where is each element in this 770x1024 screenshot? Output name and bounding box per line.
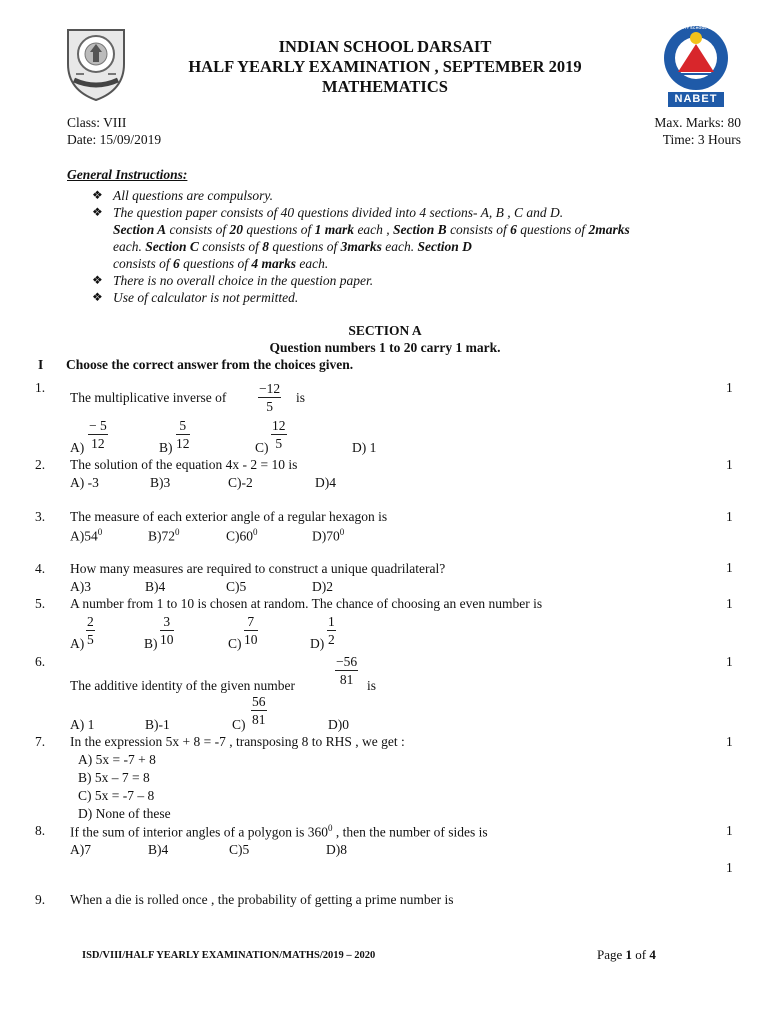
option-a: A) 1 <box>70 717 95 732</box>
bullet-icon: ❖ <box>92 273 103 287</box>
option-a: A) <box>70 440 85 455</box>
question-number: 1. <box>35 380 46 395</box>
seal-text: QUALITY SCHOOL GOVERNANCE <box>672 26 736 30</box>
option-b-fraction: $\frac{3}{10}$ <box>160 614 174 647</box>
question-text: The multiplicative inverse of <box>70 390 227 405</box>
instruction-2-detail-2: each. Section C consists of 8 questions of 3marks each. Section D <box>113 239 472 254</box>
option-d: D)0 <box>328 717 349 732</box>
option-d: D)4 <box>315 475 336 490</box>
marks: 1 <box>726 734 733 749</box>
question-text-end: is <box>367 678 377 693</box>
fraction: $\frac{-12}{5}$ <box>259 381 281 414</box>
section-direction: Choose the correct answer from the choices given. <box>66 357 354 372</box>
option-a-fraction: $\frac{- 5}{12}$ <box>89 418 107 451</box>
marks-extra: 1 <box>726 860 733 875</box>
fraction: $\frac{-56}{81}$ <box>336 654 358 687</box>
instruction-4: Use of calculator is not permitted. <box>113 290 299 305</box>
option-a: A) <box>70 636 85 651</box>
option-d: D) 1 <box>352 440 377 455</box>
option-c: C) 5x = -7 – 8 <box>78 788 155 803</box>
section-roman: I <box>38 357 44 372</box>
instruction-2-detail-3: consists of 6 questions of 4 marks each. <box>113 256 329 271</box>
marks: 1 <box>726 380 733 395</box>
option-a: A) 5x = -7 + 8 <box>78 752 156 767</box>
question-text: In the expression 5x + 8 = -7 , transposing 8 to RHS , we get : <box>70 734 405 749</box>
question-number: 9. <box>35 892 46 907</box>
question-number: 3. <box>35 509 46 524</box>
question-text: The measure of each exterior angle of a regular hexagon is <box>70 509 388 524</box>
option-a: A)3 <box>70 579 91 594</box>
option-c: C) <box>228 636 242 651</box>
option-b: B) 5x – 7 = 8 <box>78 770 150 785</box>
question-number: 4. <box>35 561 46 576</box>
question-text: When a die is rolled once , the probability of getting a prime number is <box>70 892 454 907</box>
question-text: A number from 1 to 10 is chosen at random. The chance of choosing an even number is <box>70 596 543 611</box>
instruction-1: All questions are compulsory. <box>113 188 273 203</box>
marks: 1 <box>726 560 733 575</box>
question-text-end: is <box>296 390 306 405</box>
option-b: B) <box>144 636 158 651</box>
marks: 1 <box>726 596 733 611</box>
question-number: 6. <box>35 654 46 669</box>
option-d-fraction: $\frac{1}{2}$ <box>328 614 335 647</box>
time-info: Time: 3 Hours <box>662 132 741 147</box>
option-c-fraction: $\frac{7}{10}$ <box>244 614 258 647</box>
section-subtitle: Question numbers 1 to 20 carry 1 mark. <box>269 340 501 355</box>
question-text: If the sum of interior angles of a polygon is $360^0$ , then the number of sides is <box>70 823 488 840</box>
section-title: SECTION A <box>348 323 422 338</box>
option-a: A) -3 <box>70 475 99 490</box>
option-c-fraction: $\frac{56}{81}$ <box>252 694 266 727</box>
instruction-2-detail-1: Section A consists of 20 questions of 1 mark each , Section B consists of 6 questions of 2marks <box>113 222 630 237</box>
option-c: $C)60^0$ <box>226 527 258 544</box>
question-number: 2. <box>35 457 46 472</box>
instructions-heading: General Instructions: <box>67 167 188 182</box>
instruction-2: The question paper consists of 40 questions divided into 4 sections- A, B , C and D. <box>113 205 564 220</box>
footer-code: ISD/VIII/HALF YEARLY EXAMINATION/MATHS/2019 – 2020 <box>82 950 376 961</box>
marks: 1 <box>726 823 733 838</box>
question-number: 5. <box>35 596 46 611</box>
option-d: D)2 <box>312 579 333 594</box>
option-b: $B)72^0$ <box>148 527 180 544</box>
page-number: Page 1 of 4 <box>597 947 656 962</box>
option-d: D)8 <box>326 842 347 857</box>
option-a: A)7 <box>70 842 91 857</box>
option-b-fraction: $\frac{5}{12}$ <box>176 418 190 451</box>
school-name: INDIAN SCHOOL DARSAIT <box>278 37 492 56</box>
nabet-label: NABET <box>674 93 718 105</box>
bullet-icon: ❖ <box>92 205 103 219</box>
marks: 1 <box>726 457 733 472</box>
question-number: 8. <box>35 823 46 838</box>
option-d: D) <box>310 636 325 651</box>
option-c: C) <box>232 717 246 732</box>
option-d: D) None of these <box>78 806 171 821</box>
option-b: B) <box>159 440 173 455</box>
exam-title: HALF YEARLY EXAMINATION , SEPTEMBER 2019 <box>188 57 582 76</box>
marks: 1 <box>726 654 733 669</box>
option-b: B)4 <box>148 842 169 857</box>
question-text: The additive identity of the given number <box>70 678 295 693</box>
date-info: Date: 15/09/2019 <box>67 132 162 147</box>
option-c: C) <box>255 440 269 455</box>
option-a-fraction: $\frac{2}{5}$ <box>87 614 94 647</box>
class-info: Class: VIII <box>67 115 127 130</box>
subject-title: MATHEMATICS <box>322 77 448 96</box>
option-d: $D)70^0$ <box>312 527 345 544</box>
option-c: C)5 <box>229 842 250 857</box>
question-text: The solution of the equation 4x - 2 = 10 is <box>70 457 298 472</box>
option-b: B)3 <box>150 475 171 490</box>
question-text: How many measures are required to construct a unique quadrilateral? <box>70 561 446 576</box>
max-marks: Max. Marks: 80 <box>654 115 741 130</box>
option-c: C)5 <box>226 579 247 594</box>
option-c: C)-2 <box>228 475 253 490</box>
bullet-icon: ❖ <box>92 290 103 304</box>
bullet-icon: ❖ <box>92 188 103 202</box>
option-b: B)-1 <box>145 717 170 732</box>
option-b: B)4 <box>145 579 166 594</box>
option-a: $A)54^0$ <box>70 527 103 544</box>
marks: 1 <box>726 509 733 524</box>
question-number: 7. <box>35 734 46 749</box>
option-c-fraction: $\frac{12}{5}$ <box>272 418 286 451</box>
instruction-3: There is no overall choice in the question paper. <box>113 273 374 288</box>
